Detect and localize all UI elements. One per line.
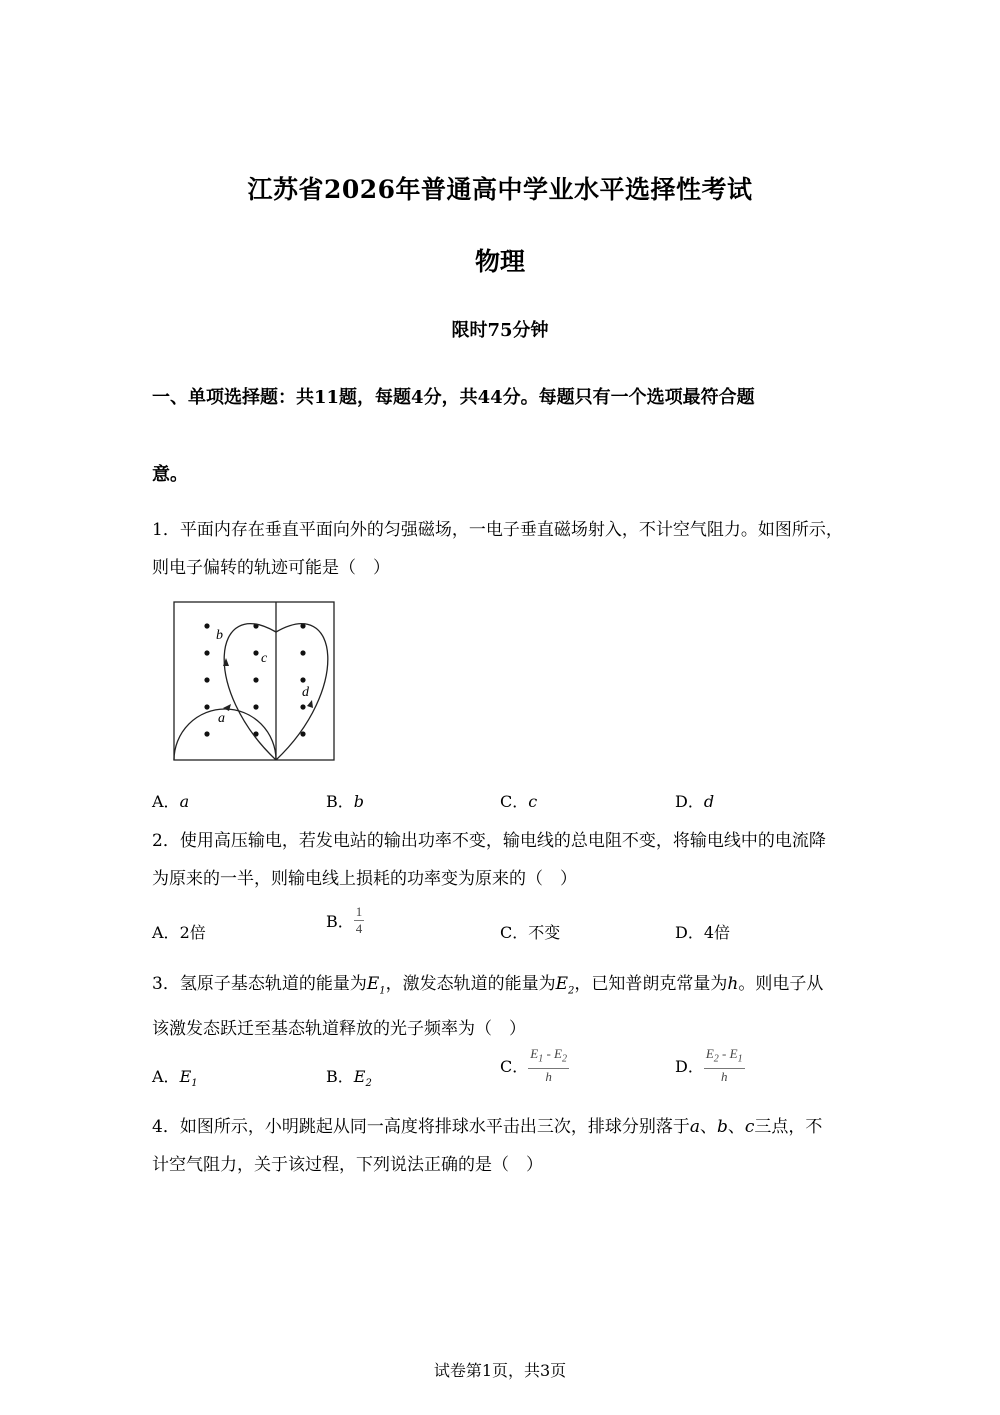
question-4 <box>152 1113 872 1179</box>
question-1 <box>152 516 872 582</box>
q3-option-d[interactable]: D． $\frac{E_2 - E_1}{h}$ <box>675 1046 743 1084</box>
label-a: a <box>218 711 225 726</box>
question-4-line2: 计空气阻力，关于该过程，下列说法正确的是（ ） <box>152 1155 543 1175</box>
question-3-line1: 3．氢原子基态轨道的能量为$E_1$，激发态轨道的能量为$E_2$，已知普朗克常量为h。则电子从 <box>152 974 824 997</box>
arrow-d <box>307 700 313 708</box>
q1-option-b[interactable]: B．b <box>326 792 365 811</box>
fraction-e1-minus-e2: $\frac{E_1 - E_2}{h}$ <box>530 1046 567 1084</box>
section-heading-cont: 意。 <box>152 464 188 485</box>
label-d: d <box>302 685 309 700</box>
q1-option-c[interactable]: C．c <box>500 792 538 811</box>
trajectory-a <box>174 709 276 760</box>
question-3 <box>152 970 872 1043</box>
question-2-line1: 2．使用高压输电，若发电站的输出功率不变，输电线的总电阻不变，将输电线中的电流降 <box>152 831 826 851</box>
q2-option-c[interactable]: C．不变 <box>500 923 561 942</box>
q1-option-d[interactable]: D．d <box>675 792 715 811</box>
question-1-line1: 1．平面内存在垂直平面向外的匀强磁场，一电子垂直磁场射入，不计空气阻力。如图所示， <box>152 520 843 540</box>
page-footer: 试卷第1页，共3页 <box>433 1361 567 1380</box>
label-b: b <box>216 628 223 643</box>
q3-option-a[interactable]: A．$E_1$ <box>152 1067 198 1090</box>
q2-option-d[interactable]: D．4倍 <box>675 923 731 942</box>
question-4-line1: 4．如图所示，小明跳起从同一高度将排球水平击出三次，排球分别落于a、b、c三点，不 <box>152 1117 823 1137</box>
time-limit: 限时75分钟 <box>451 320 549 341</box>
fraction-e2-minus-e1: $\frac{E_2 - E_1}{h}$ <box>705 1046 743 1084</box>
q3-option-c[interactable]: C． $\frac{E_1 - E_2}{h}$ <box>500 1046 567 1084</box>
question-2 <box>152 827 872 893</box>
subject-title: 物理 <box>474 247 525 276</box>
arrow-a <box>223 704 231 711</box>
question-3-line2: 该激发态跃迁至基态轨道释放的光子频率为（ ） <box>152 1019 526 1040</box>
fraction-one-quarter: $\frac{1}{4}$ <box>355 904 363 936</box>
question-2-line2: 为原来的一半，则输电线上损耗的功率变为原来的（ ） <box>152 869 577 889</box>
q3-option-b[interactable]: B．$E_2$ <box>326 1067 372 1090</box>
section-heading: 一、单项选择题：共11题，每题4分，共44分。每题只有一个选项最符合题 <box>152 387 755 408</box>
trajectory-b <box>224 624 276 760</box>
exam-title: 江苏省2026年普通高中学业水平选择性考试 <box>247 175 753 204</box>
q1-option-a[interactable]: A．a <box>152 792 190 811</box>
q2-option-a[interactable]: A．2倍 <box>152 923 206 942</box>
magnetic-field-figure <box>172 600 338 764</box>
question-1-line2: 则电子偏转的轨迹可能是（ ） <box>152 558 390 578</box>
q2-option-b[interactable]: B． $\frac{1}{4}$ <box>326 904 363 936</box>
label-c: c <box>261 651 268 666</box>
